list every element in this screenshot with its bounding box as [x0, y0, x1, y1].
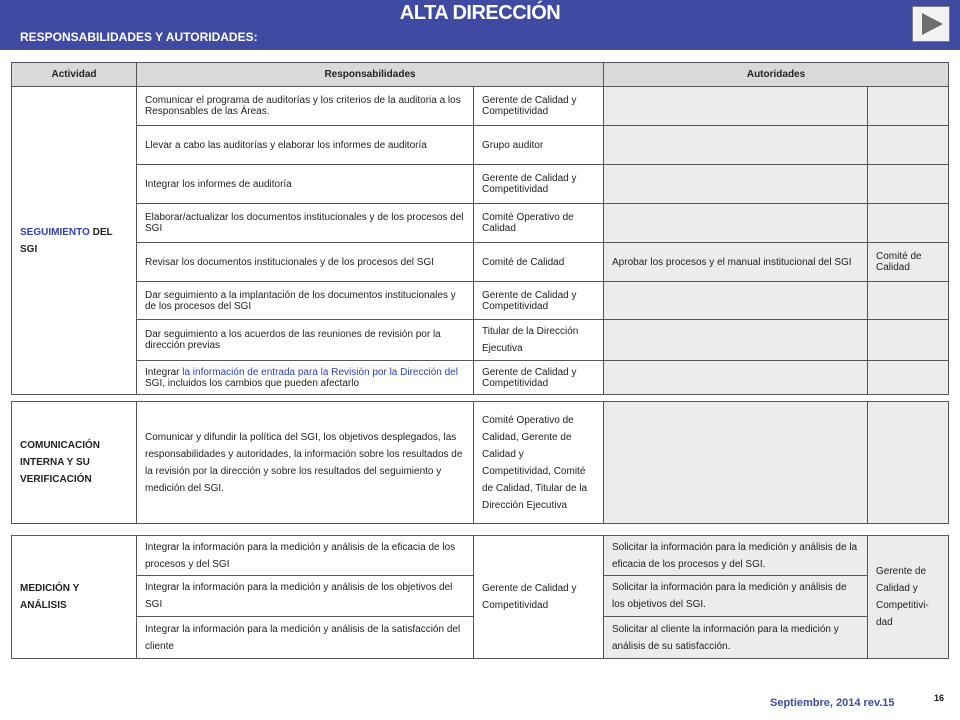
authority-cell: [604, 402, 868, 524]
authority-cell: [604, 204, 868, 243]
comunicacion-table: [11, 401, 949, 524]
responsibility-cell: Integrar los informes de auditoría: [137, 165, 474, 204]
authority-cell: Solicitar la información para la medición y análisis de la eficacia de los procesos y del SGI.: [604, 536, 868, 576]
responsibility-cell: Comunicar y difundir la política del SGI, los objetivos desplegados, las responsabilidades y autoridades, la información sobre los resultados de la revisión por la dirección y sobre los resultados del seguimiento y medición del SGI.: [137, 402, 474, 524]
authority-holder-cell-merged: Gerente de Calidad y Competitivi-dad: [868, 536, 949, 659]
responsibility-cell: [137, 361, 474, 395]
authority-cell: [604, 87, 868, 126]
table-row: [12, 361, 949, 395]
header-bar: [0, 0, 960, 50]
responsibility-cell: Revisar los documentos institucionales y de los procesos del SGI: [137, 243, 474, 282]
responsible-cell: Gerente de Calidad y Competitividad: [474, 165, 604, 204]
authority-cell: [604, 320, 868, 361]
seguimiento-table: [11, 62, 949, 395]
responsibility-text-suffix: SGI, incluidos los cambios que pueden afectarlo: [145, 377, 360, 389]
header-responsibilities: Responsabilidades: [137, 63, 604, 87]
revision-input-link[interactable]: la información de entrada para la Revisión por la Dirección del: [182, 366, 458, 378]
authority-holder-cell: [868, 126, 949, 165]
responsible-cell-merged: Gerente de Calidad y Competitividad: [474, 536, 604, 659]
table-row: [12, 204, 949, 243]
responsible-cell: Comité Operativo de Calidad: [474, 204, 604, 243]
header-authorities: Autoridades: [604, 63, 949, 87]
responsibility-cell: Integrar la información para la medición y análisis de la eficacia de los procesos y del SGI: [137, 536, 474, 576]
responsible-cell: Comité Operativo de Calidad, Gerente de Calidad y Competitividad, Comité de Calidad, Titular de la Dirección Ejecutiva: [474, 402, 604, 524]
authority-holder-cell: [868, 402, 949, 524]
responsibility-cell: Comunicar el programa de auditorías y los criterios de la auditoria a los Responsables de las Áreas.: [137, 87, 474, 126]
play-triangle-icon: [920, 12, 944, 36]
authority-holder-cell: [868, 320, 949, 361]
page-number: 16: [934, 693, 945, 703]
activity-cell-medicion: MEDICIÓN Y ANÁLISIS: [12, 536, 137, 659]
header-activity: Actividad: [12, 63, 137, 87]
responsibility-cell: Dar seguimiento a la implantación de los documentos institucionales y de los procesos del SGI: [137, 282, 474, 320]
authority-holder-cell: [868, 165, 949, 204]
responsibility-cell: Dar seguimiento a los acuerdos de las reuniones de revisión por la dirección previas: [137, 320, 474, 361]
table-header-row: [12, 63, 949, 87]
authority-cell: [604, 282, 868, 320]
table-row: [12, 87, 949, 126]
authority-cell: Solicitar al cliente la información para la medición y análisis de su satisfacción.: [604, 617, 868, 659]
page-title: ALTA DIRECCIÓN: [399, 2, 561, 24]
responsibility-cell: Llevar a cabo las auditorías y elaborar los informes de auditoría: [137, 126, 474, 165]
responsibility-cell: Integrar la información para la medición y análisis de los objetivos del SGI: [137, 576, 474, 617]
next-slide-button[interactable]: [912, 6, 950, 42]
activity-label-seguimiento-part2: DEL SGI: [20, 226, 113, 255]
table-row: [12, 536, 949, 576]
responsible-cell: Grupo auditor: [474, 126, 604, 165]
authority-cell: Solicitar la información para la medición y análisis de los objetivos del SGI.: [604, 576, 868, 617]
authority-holder-cell: Comité de Calidad: [868, 243, 949, 282]
table-row: [12, 282, 949, 320]
activity-cell-seguimiento: [12, 87, 137, 395]
responsible-cell: Gerente de Calidad y Competitividad: [474, 282, 604, 320]
authority-holder-cell: [868, 87, 949, 126]
authority-cell: Aprobar los procesos y el manual institucional del SGI: [604, 243, 868, 282]
authority-holder-cell: [868, 361, 949, 395]
authority-holder-cell: [868, 204, 949, 243]
responsible-cell: Gerente de Calidad y Competitividad: [474, 361, 604, 395]
responsible-cell: Comité de Calidad: [474, 243, 604, 282]
medicion-table: [11, 535, 949, 659]
activity-label-seguimiento-part1: SEGUIMIENTO: [20, 226, 90, 238]
table-row: [12, 243, 949, 282]
page-subtitle: RESPONSABILIDADES Y AUTORIDADES:: [20, 30, 258, 44]
authority-cell: [604, 165, 868, 204]
responsibility-cell: Elaborar/actualizar los documentos institucionales y de los procesos del SGI: [137, 204, 474, 243]
responsibility-text-prefix: Integrar: [145, 366, 183, 378]
table-row: [12, 320, 949, 361]
responsible-cell: Titular de la Dirección Ejecutiva: [474, 320, 604, 361]
table-row: [12, 165, 949, 204]
table-row: [12, 402, 949, 524]
authority-cell: [604, 361, 868, 395]
authority-cell: [604, 126, 868, 165]
responsibility-cell: Integrar la información para la medición y análisis de la satisfacción del cliente: [137, 617, 474, 659]
responsible-cell: Gerente de Calidad y Competitividad: [474, 87, 604, 126]
authority-holder-cell: [868, 282, 949, 320]
activity-cell-comunicacion: COMUNICACIÓN INTERNA Y SU VERIFICACIÓN: [12, 402, 137, 524]
footer-date-revision: Septiembre, 2014 rev.15: [770, 697, 895, 709]
table-row: [12, 126, 949, 165]
